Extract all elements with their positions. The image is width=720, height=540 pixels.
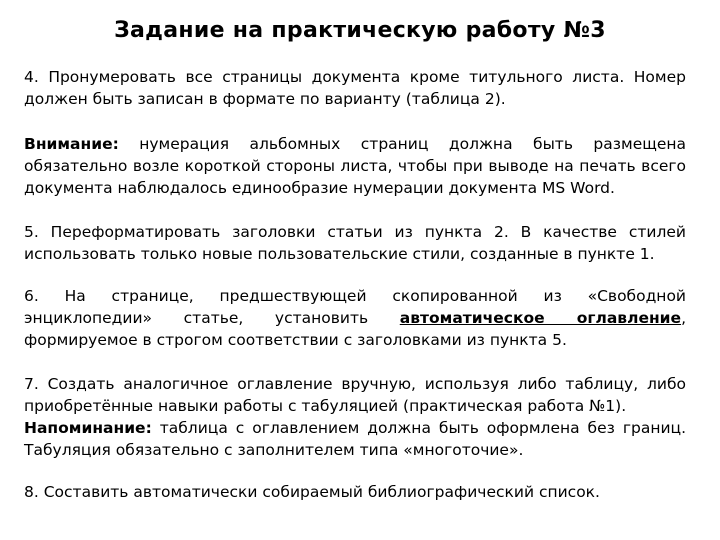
attention-label: Внимание: bbox=[24, 135, 119, 153]
page-title: Задание на практическую работу №3 bbox=[114, 18, 606, 43]
reminder-text: таблица с оглавлением должна быть оформлена без границ. Табуляция обязательно с заполнителем типа «многоточие». bbox=[24, 419, 686, 459]
task-item-7-text: 7. Создать аналогичное оглавление вручную, используя либо таблицу, либо приобретённые навыки работы с табуляцией (практическая работа №1). bbox=[24, 375, 686, 415]
task-item-6-emphasis: автоматическое оглавление bbox=[399, 309, 682, 327]
task-item-6 bbox=[24, 285, 686, 351]
task-item-4: 4. Пронумеровать все страницы документа кроме титульного листа. Номер должен быть записан в формате по варианту (таблица 2). bbox=[24, 68, 686, 108]
reminder-label: Напоминание: bbox=[24, 419, 152, 437]
task-item-8: 8. Составить автоматически собираемый библиографический список. bbox=[24, 483, 600, 501]
attention-text: нумерация альбомных страниц должна быть размещена обязательно возле короткой стороны листа, чтобы при выводе на печать всего документа наблюдалось единообразие нумерации документа MS Word. bbox=[24, 135, 686, 197]
task-item-6-text-after: , формируемое в строгом соответствии с заголовками из пункта 5. bbox=[24, 309, 686, 349]
task-item-5: 5. Переформатировать заголовки статьи из пункта 2. В качестве стилей использовать только новые пользовательские стили, созданные в пункте 1. bbox=[24, 223, 686, 263]
attention-note bbox=[24, 133, 686, 199]
task-item-6-text-before: 6. На странице, предшествующей скопированной из «Свободной энциклопедии» статье, установить bbox=[24, 287, 686, 327]
task-item-7 bbox=[24, 373, 686, 461]
